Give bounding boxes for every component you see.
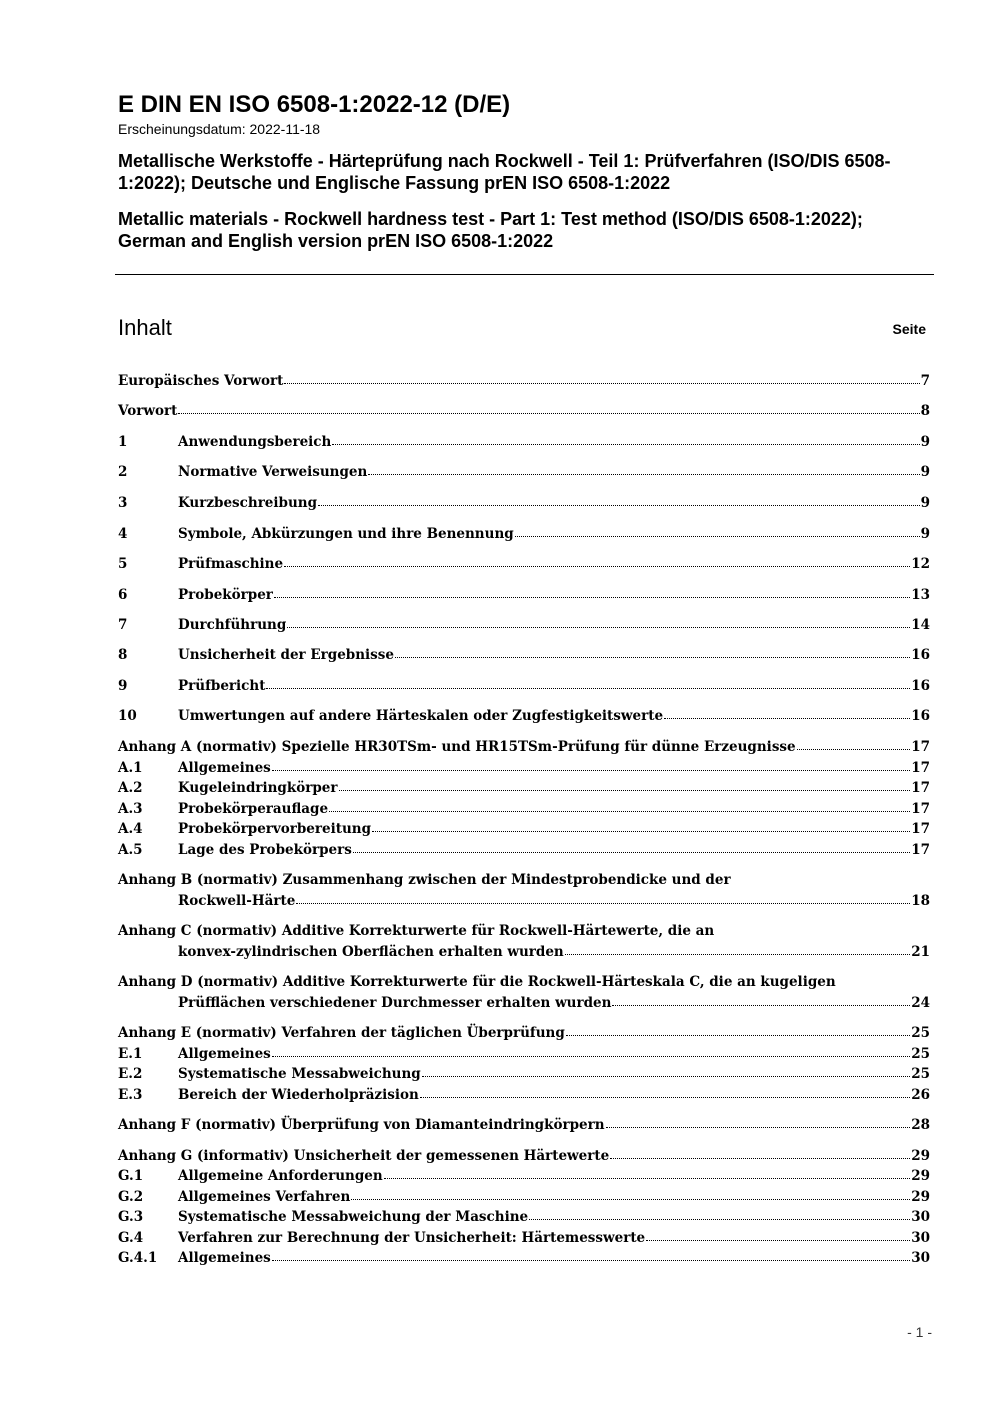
toc-entry-body [118,371,930,391]
toc-header [118,314,926,344]
toc-dot-leader [272,1044,910,1057]
document-header [118,90,934,252]
toc-entry-title: Normative Verweisungen [178,464,368,480]
toc-entry-body [178,758,930,778]
toc-entry-body [178,891,930,911]
toc-entry-number: 1 [118,434,128,450]
toc-entry-title: Symbole, Abkürzungen und ihre Benennung [178,526,514,542]
toc-entry[interactable] [118,870,930,912]
toc-entry[interactable] [118,1248,930,1268]
toc-dot-leader [339,778,911,791]
toc-dot-leader [329,799,910,812]
toc-entry-page: 9 [920,464,930,480]
toc-entry[interactable] [118,1166,930,1186]
toc-entry-title: Lage des Probekörpers [178,842,352,858]
page-number: - 1 - [907,1324,932,1340]
toc-entry-title: Systematische Messabweichung der Maschine [178,1209,529,1225]
toc-entry-body [178,778,930,798]
toc-entry-page: 17 [911,739,930,755]
toc-entry-body [178,1044,930,1064]
toc-dot-leader [606,1115,911,1128]
toc-entry-body [178,1228,930,1248]
toc-entry[interactable] [118,706,930,726]
toc-entry[interactable] [118,645,930,665]
toc-entry-page: 18 [911,893,930,909]
toc-entry-title: Verfahren zur Berechnung der Unsicherheit: Härtemesswerte [178,1230,646,1246]
toc-dot-leader [274,585,910,598]
toc-entry-title: Allgemeines [178,1250,271,1266]
toc-entry-page: 14 [911,617,930,633]
toc-entry-title: Anhang A (normativ) Spezielle HR30TSm- und HR15TSm-Prüfung für dünne Erzeugnisse [118,739,796,755]
toc-dot-leader [178,401,919,414]
toc-entry[interactable] [118,921,930,963]
toc-entry-title-line: Anhang C (normativ) Additive Korrekturwerte für Rockwell-Härtewerte, die an [118,923,715,939]
toc-dot-leader [284,554,910,567]
toc-entry[interactable] [118,676,930,696]
toc-entry-title: Kurzbeschreibung [178,495,318,511]
toc-entry-title: Anhang F (normativ) Überprüfung von Diamanteindringkörpern [118,1117,605,1133]
toc-entry-title: Bereich der Wiederholpräzision [178,1087,419,1103]
toc-heading: Inhalt [118,315,172,340]
toc-entry-number: E.1 [118,1046,143,1062]
toc-entry-page: 16 [911,678,930,694]
toc-entry[interactable] [118,554,930,574]
toc-entry[interactable] [118,462,930,482]
toc-entry-page: 28 [911,1117,930,1133]
toc-entry-title: Anhang E (normativ) Verfahren der täglichen Überprüfung [118,1025,565,1041]
toc-entry-title: Allgemeines [178,1046,271,1062]
toc-entry-body [178,942,930,962]
toc-entry[interactable] [118,1044,930,1064]
toc-entry-title: Durchführung [178,617,287,633]
toc-dot-leader [372,819,910,832]
toc-dot-leader [266,676,910,689]
toc-entry[interactable] [118,840,930,860]
toc-dot-leader [272,758,910,771]
toc-entry-body [178,493,930,513]
toc-entry-body [178,615,930,635]
toc-dot-leader [565,942,910,955]
toc-entry-number: 5 [118,556,128,572]
toc-entry[interactable] [118,1085,930,1105]
toc-entry-page: 29 [911,1148,930,1164]
toc-entry[interactable] [118,737,930,757]
toc-dot-leader [664,706,910,719]
toc-dot-leader [420,1085,910,1098]
toc-entry-body [178,645,930,665]
toc-entry-body [118,1023,930,1043]
toc-entry-page: 17 [911,780,930,796]
toc-entry-body [118,401,930,421]
toc-entry-page: 13 [911,587,930,603]
toc-entry-page: 8 [920,403,930,419]
toc-entry-body [178,524,930,544]
toc-dot-leader [353,840,910,853]
toc-entry-body [118,1146,930,1166]
toc-entry-number: 8 [118,647,128,663]
toc-entry-title: Unsicherheit der Ergebnisse [178,647,394,663]
toc-entry-body [178,554,930,574]
toc-entry-page: 29 [911,1189,930,1205]
toc-dot-leader [272,1248,910,1261]
toc-entry-number: A.3 [118,801,143,817]
toc-entry-body [178,706,930,726]
toc-entry-body [178,1085,930,1105]
toc-entry-page: 16 [911,647,930,663]
toc-entry[interactable] [118,1146,930,1166]
toc-entry-body [178,585,930,605]
toc-entry-title: Prüfmaschine [178,556,284,572]
document-id: E DIN EN ISO 6508-1:2022-12 (D/E) [118,91,511,118]
toc-entry[interactable] [118,1228,930,1248]
toc-entry-number: G.1 [118,1168,144,1184]
toc-entry-number: A.4 [118,821,143,837]
toc-entry-page: 30 [911,1230,930,1246]
toc-entry-body [178,432,930,452]
toc-entry-number: G.4 [118,1230,144,1246]
toc-entry[interactable] [118,799,930,819]
publication-date: Erscheinungsdatum: 2022-11-18 [118,121,321,137]
toc-dot-leader [332,432,919,445]
toc-entry-body [178,799,930,819]
toc-dot-leader [566,1023,910,1036]
toc-entry-page: 26 [911,1087,930,1103]
toc-entry-body [178,1248,930,1268]
toc-entry-body [178,1207,930,1227]
toc-entry-title: konvex-zylindrischen Oberflächen erhalten wurden [178,944,564,960]
toc-entry-number: A.2 [118,780,143,796]
toc-entry-page: 17 [911,842,930,858]
title-english: Metallic materials - Rockwell hardness test - Part 1: Test method (ISO/DIS 6508-1:2022); German and English version prEN ISO 6508-1:2022 [118,209,863,251]
toc-entry-title: Kugeleindringkörper [178,780,338,796]
toc-entry-number: E.2 [118,1066,143,1082]
toc-dot-leader [368,462,919,475]
toc-dot-leader [284,371,919,384]
toc-entry-number: 10 [118,708,137,724]
toc-entry-title-line: Anhang D (normativ) Additive Korrekturwerte für die Rockwell-Härteskala C, die an kugeligen [118,974,836,990]
toc-entry-title: Prüfflächen verschiedener Durchmesser erhalten wurden [178,995,612,1011]
toc-entry-page: 29 [911,1168,930,1184]
toc-entry[interactable] [118,1207,930,1227]
toc-entry[interactable] [118,1187,930,1207]
toc-entry-page: 25 [911,1025,930,1041]
toc-entry-title: Probekörper [178,587,273,603]
toc-entry-title: Probekörperauflage [178,801,329,817]
toc-entry-page: 9 [920,526,930,542]
toc-dot-leader [296,891,910,904]
toc-entry[interactable] [118,432,930,452]
toc-dot-leader [797,737,911,750]
toc-entry-number: A.1 [118,760,143,776]
toc-entry-body [178,1187,930,1207]
toc-entry-page: 25 [911,1046,930,1062]
toc-dot-leader [287,615,910,628]
toc-dot-leader [395,645,910,658]
toc-entry-body [178,1064,930,1084]
toc-entry-title: Allgemeines Verfahren [178,1189,351,1205]
toc-entry-number: 9 [118,678,128,694]
toc-entry[interactable] [118,585,930,605]
toc-entry[interactable] [118,524,930,544]
toc-dot-leader [318,493,920,506]
toc-entry-body [118,737,930,757]
toc-dot-leader [612,993,910,1006]
toc-entry-page: 25 [911,1066,930,1082]
toc-entry-body [178,993,930,1013]
toc-entry-number: 7 [118,617,128,633]
toc-entry-page: 16 [911,708,930,724]
toc-dot-leader [646,1228,910,1241]
toc-dot-leader [610,1146,910,1159]
toc-entry-number: G.2 [118,1189,144,1205]
toc-entry[interactable] [118,972,930,1014]
toc-entry[interactable] [118,615,930,635]
toc-entry-page: 17 [911,760,930,776]
toc-entry-page: 12 [911,556,930,572]
toc-entry-title: Rockwell-Härte [178,893,296,909]
toc-entry[interactable] [118,1064,930,1084]
toc-entry-number: 2 [118,464,128,480]
title-german: Metallische Werkstoffe - Härteprüfung nach Rockwell - Teil 1: Prüfverfahren (ISO/DIS 6508-1:2022); Deutsche und Englische Fassung prEN ISO 6508-1:2022 [118,151,891,193]
toc-entry-page: 30 [911,1209,930,1225]
toc-entry-page: 30 [911,1250,930,1266]
toc-entry-number: 3 [118,495,128,511]
toc-entry-title: Europäisches Vorwort [118,373,284,389]
header-divider [115,274,934,275]
toc-entry[interactable] [118,778,930,798]
toc-entry-title: Systematische Messabweichung [178,1066,421,1082]
toc-entry-body [178,819,930,839]
toc-entry-title: Allgemeines [178,760,271,776]
toc-entry-page: 21 [911,944,930,960]
toc-dot-leader [515,524,920,537]
toc-entry-title: Prüfbericht [178,678,266,694]
toc-entry-page: 9 [920,495,930,511]
toc-dot-leader [384,1166,911,1179]
toc-entry-body [178,1166,930,1186]
toc-entry[interactable] [118,401,930,421]
toc-entry-number: G.3 [118,1209,144,1225]
toc-entry-body [178,676,930,696]
toc-entry-body [178,840,930,860]
toc-entry-page: 17 [911,801,930,817]
toc-entry-page: 7 [920,373,930,389]
toc-entry[interactable] [118,758,930,778]
toc-entry-number: E.3 [118,1087,143,1103]
toc-entry[interactable] [118,819,930,839]
toc-entry-page: 9 [920,434,930,450]
toc-entry-title: Probekörpervorbereitung [178,821,372,837]
toc-entry-number: 4 [118,526,128,542]
toc-entry-title: Vorwort [118,403,178,419]
toc-entry-title: Anhang G (informativ) Unsicherheit der gemessenen Härtewerte [118,1148,610,1164]
toc-entry-title: Umwertungen auf andere Härteskalen oder Zugfestigkeitswerte [178,708,664,724]
toc-entry-title-line: Anhang B (normativ) Zusammenhang zwischen der Mindestprobendicke und der [118,872,731,888]
toc-entry[interactable] [118,493,930,513]
toc-entry-page: 24 [911,995,930,1011]
toc-entry-body [118,1115,930,1135]
toc-dot-leader [351,1187,910,1200]
toc-dot-leader [422,1064,910,1077]
toc-dot-leader [529,1207,910,1220]
toc-page-label: Seite [892,321,926,337]
toc-entry-number: G.4.1 [118,1250,158,1266]
toc-entry-title: Anwendungsbereich [178,434,332,450]
toc-entry-body [178,462,930,482]
toc-entry-number: A.5 [118,842,143,858]
toc-entry-title: Allgemeine Anforderungen [178,1168,383,1184]
toc-entry[interactable] [118,371,930,391]
toc-entry[interactable] [118,1023,930,1043]
toc-entry[interactable] [118,1115,930,1135]
toc-entry-page: 17 [911,821,930,837]
toc-entry-number: 6 [118,587,128,603]
